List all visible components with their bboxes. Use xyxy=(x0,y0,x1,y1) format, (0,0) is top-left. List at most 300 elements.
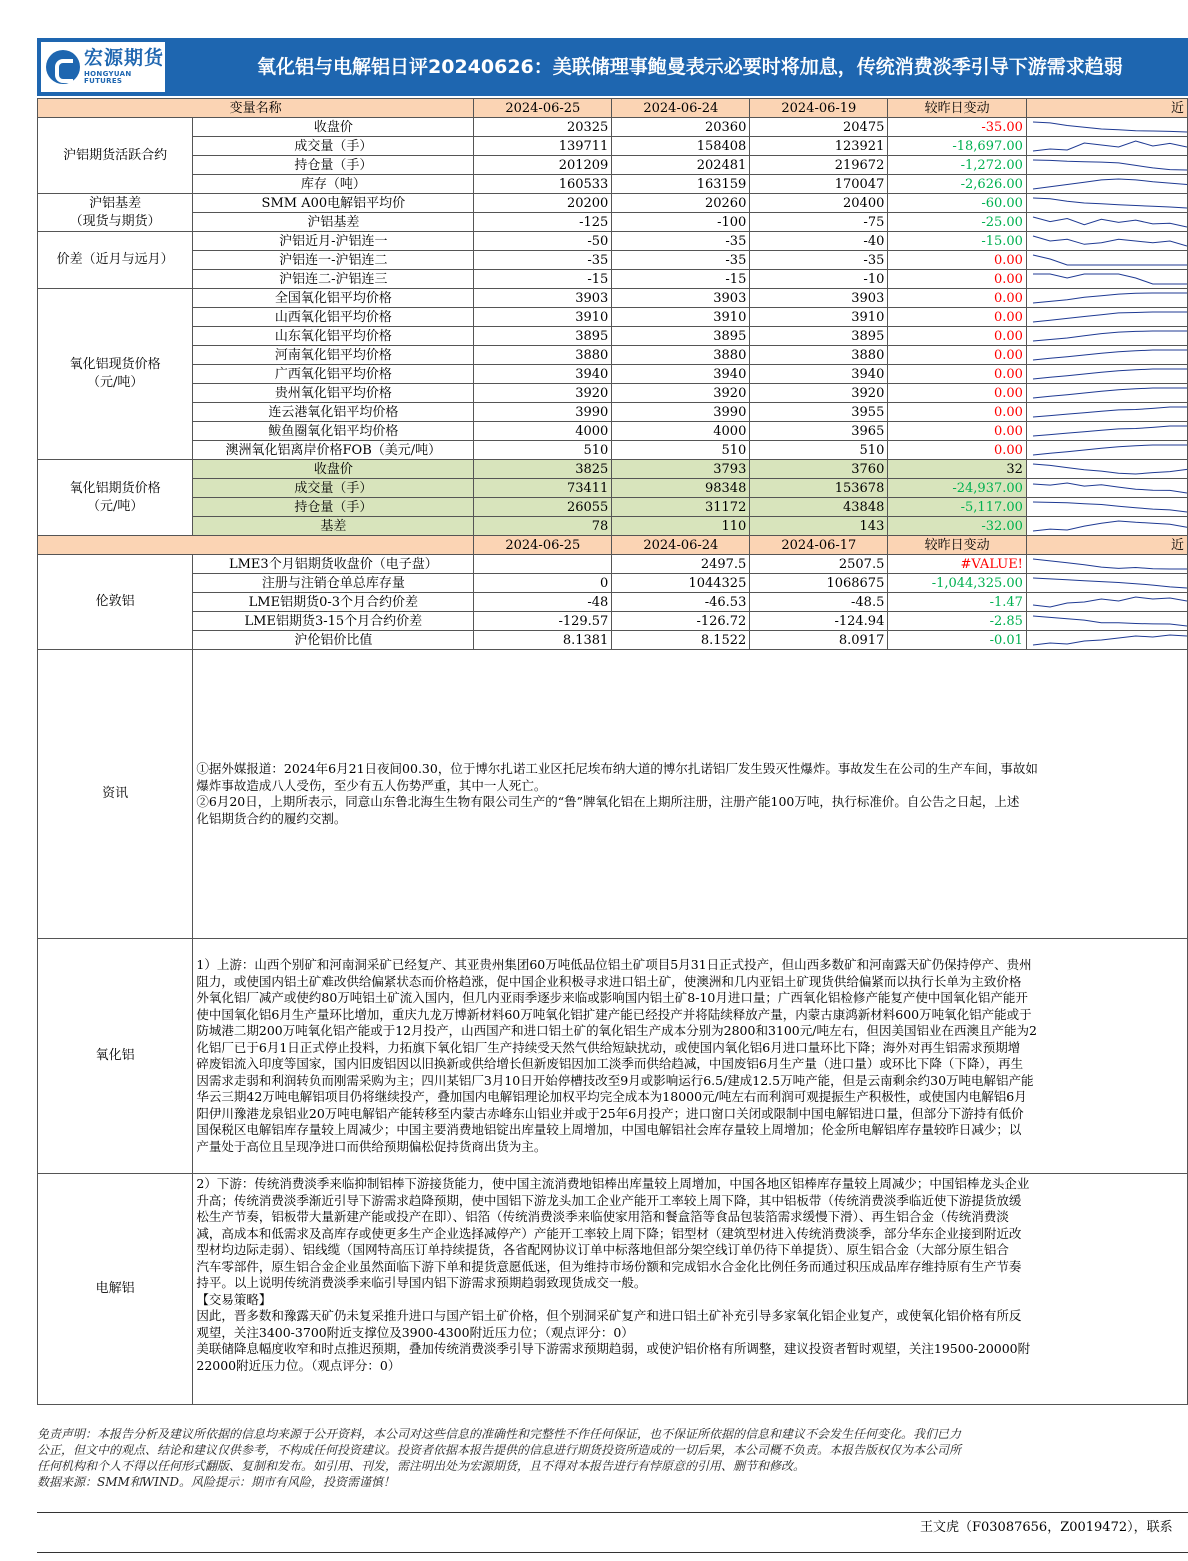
sparkline xyxy=(1027,194,1187,212)
sparkline-trend xyxy=(1033,502,1187,512)
header-date: 2024-06-25 xyxy=(474,99,612,118)
text-line: 华云三期42万吨电解铝项目仍将继续投产，叠加国内电解铝理论加权平均完全成本为18000元/吨左右而利润可观提振生产积极性，或使国内电解铝6月 xyxy=(196,1089,1027,1104)
text-line: 减，高成本和低需求及高库存或使更多生产企业选择减停产）产能开工率较上周下降；铝型材（建筑型材进入传统消费淡季，部分华东企业接到附近改 xyxy=(196,1225,1022,1241)
variable-name: 山东氧化铝平均价格 xyxy=(193,327,474,346)
value-cell: 1044325 xyxy=(612,574,750,593)
value-cell: 26055 xyxy=(474,498,612,517)
logo-icon xyxy=(46,50,80,84)
value-cell: 3903 xyxy=(750,289,888,308)
data-table xyxy=(37,98,1188,1405)
change-value: 0.00 xyxy=(888,384,1027,403)
sparkline xyxy=(1027,498,1187,516)
variable-name: 收盘价 xyxy=(193,118,474,137)
sparkline xyxy=(1027,270,1187,288)
disclaimer-line: 任何机构和个人不得以任何形式翻版、复制和发布。如引用、刊发，需注明出处为宏源期货，且不得对本报告进行有悖原意的引用、删节和修改。 xyxy=(37,1459,806,1473)
change-value: -2,626.00 xyxy=(888,175,1027,194)
sparkline-cell xyxy=(1026,460,1187,479)
change-value: -60.00 xyxy=(888,194,1027,213)
variable-name: 沪铝基差 xyxy=(193,213,474,232)
value-cell: 3910 xyxy=(474,308,612,327)
value-cell: 3920 xyxy=(750,384,888,403)
sparkline-cell xyxy=(1026,517,1187,536)
text-line: ①据外媒报道：2024年6月21日夜间00.30，位于博尔扎诺工业区托尼埃布纳大道的博尔扎诺铝厂发生毁灭性爆炸。事故发生在公司的生产车间，事故如 xyxy=(196,761,1038,776)
value-cell: 3793 xyxy=(612,460,750,479)
text-line: 22000附近压力位。（观点评分：0） xyxy=(196,1357,401,1373)
table-row xyxy=(38,631,1188,650)
change-value: -5,117.00 xyxy=(888,498,1027,517)
value-cell: 3903 xyxy=(612,289,750,308)
table-row xyxy=(38,403,1188,422)
sparkline-trend xyxy=(1033,350,1187,360)
header-date: 2024-06-19 xyxy=(750,99,888,118)
sparkline-cell xyxy=(1026,118,1187,137)
value-cell: 3880 xyxy=(612,346,750,365)
sparkline-trend xyxy=(1033,312,1187,322)
table-row xyxy=(38,289,1188,308)
value-cell: -129.57 xyxy=(474,612,612,631)
disclaimer-line: 公正，但文中的观点、结论和建议仅供参考，不构成任何投资建议。投资者依据本报告提供的信息进行期货投资所造成的一切后果，本公司概不负责。本报告版权仅为本公司所 xyxy=(37,1443,962,1457)
text-line: 碎废铝流入印度等国家，国内旧废铝因以旧换新或供给增长但新废铝因加工淡季而供给趋减，中国废铝6月生产量（进口量）或环比下降（下降），再生 xyxy=(196,1056,1024,1071)
value-cell: 3760 xyxy=(750,460,888,479)
sparkline-cell xyxy=(1026,137,1187,156)
value-cell: -124.94 xyxy=(750,612,888,631)
change-value: #VALUE! xyxy=(888,555,1027,574)
value-cell: -125 xyxy=(474,213,612,232)
value-cell: 201209 xyxy=(474,156,612,175)
text-line: 1）上游：山西个别矿和河南洞采矿已经复产、其亚贵州集团60万吨低品位铝土矿项目5月31日正式投产，但山西多数矿和河南露天矿仍保持停产、贵州 xyxy=(196,957,1032,972)
logo-name-en: HONGYUAN FUTURES xyxy=(84,70,132,85)
category-label: 氧化铝期货价格 （元/吨） xyxy=(38,460,193,536)
value-cell: 3920 xyxy=(474,384,612,403)
table-row xyxy=(38,422,1188,441)
value-cell: 3895 xyxy=(750,327,888,346)
table-row xyxy=(38,517,1188,536)
table-row xyxy=(38,118,1188,137)
sparkline xyxy=(1027,365,1187,383)
sparkline-trend xyxy=(1033,635,1187,645)
electrolytic-category: 电解铝 xyxy=(38,1174,193,1405)
sparkline xyxy=(1027,232,1187,250)
variable-name: 贵州氧化铝平均价格 xyxy=(193,384,474,403)
header-date: 2024-06-24 xyxy=(612,536,750,555)
sparkline-cell xyxy=(1026,574,1187,593)
text-line: 美联储降息幅度收窄和时点推迟预期，叠加传统消费淡季引导下游需求预期趋弱，或使沪铝价格有所调整，建议投资者暂时观望，关注19500-20000附 xyxy=(196,1341,1031,1356)
change-value: 0.00 xyxy=(888,422,1027,441)
value-cell: 8.1381 xyxy=(474,631,612,650)
text-line: 化铝期货合约的履约交割。 xyxy=(196,810,347,826)
variable-name: 广西氧化铝平均价格 xyxy=(193,365,474,384)
value-cell: 20325 xyxy=(474,118,612,137)
sparkline-trend xyxy=(1033,274,1187,284)
text-line: 爆炸事故造成八人受伤，至少有五人伤势严重，其中一人死亡。 xyxy=(196,777,547,793)
sparkline-trend xyxy=(1033,464,1187,474)
sparkline xyxy=(1027,555,1187,573)
electrolytic-text xyxy=(193,1174,1188,1405)
sparkline-trend xyxy=(1033,407,1187,417)
variable-name: 连云港氧化铝平均价格 xyxy=(193,403,474,422)
value-cell: 3990 xyxy=(612,403,750,422)
variable-name: LME铝期货0-3个月合约价差 xyxy=(193,593,474,612)
value-cell: 31172 xyxy=(612,498,750,517)
table-row xyxy=(38,460,1188,479)
footer-divider xyxy=(37,1512,1188,1513)
sparkline-trend xyxy=(1033,255,1187,265)
sparkline-cell xyxy=(1026,232,1187,251)
value-cell: 20400 xyxy=(750,194,888,213)
value-cell: 8.0917 xyxy=(750,631,888,650)
value-cell: -40 xyxy=(750,232,888,251)
value-cell: 20360 xyxy=(612,118,750,137)
text-line: ②6月20日，上期所表示，同意山东鲁北海生生物有限公司生产的“鲁”牌氧化铝在上期所注册，注册产能100万吨，执行标准价。自公告之日起，上述 xyxy=(196,794,1020,809)
author-info: 王文虎（F03087656，Z0019472），联系 xyxy=(920,1520,1173,1535)
sparkline-cell xyxy=(1026,327,1187,346)
sparkline-cell xyxy=(1026,251,1187,270)
sparkline xyxy=(1027,593,1187,611)
sparkline xyxy=(1027,289,1187,307)
table-row xyxy=(38,270,1188,289)
sparkline-trend xyxy=(1033,483,1187,493)
value-cell: 73411 xyxy=(474,479,612,498)
sparkline-trend xyxy=(1033,369,1187,379)
text-line: 使中国氧化铝6月生产量环比增加，重庆九龙万博新材料60万吨氧化铝扩建产能已经投产并将陆续释放产量，内蒙古康鸿新材料600万吨氧化铝产能或于 xyxy=(196,1006,1032,1022)
sparkline xyxy=(1027,251,1187,269)
text-line: 型材均边际走弱）、铝线缆（国网特高压订单持续提货，各省配网协议订单中标落地但部分架空线订单仍待下单提货）、原生铝合金（大部分原生铝合 xyxy=(196,1242,1009,1257)
header-date: 2024-06-17 xyxy=(750,536,888,555)
sparkline-trend xyxy=(1033,217,1187,227)
value-cell: 153678 xyxy=(750,479,888,498)
value-cell: -35 xyxy=(474,251,612,270)
value-cell: -35 xyxy=(750,251,888,270)
table-row xyxy=(38,612,1188,631)
value-cell: -46.53 xyxy=(612,593,750,612)
table-row xyxy=(38,194,1188,213)
variable-name: 基差 xyxy=(193,517,474,536)
table-row xyxy=(38,498,1188,517)
header-variable-name xyxy=(38,536,474,555)
value-cell xyxy=(474,555,612,574)
electrolytic-row xyxy=(38,1174,1188,1405)
table-row xyxy=(38,479,1188,498)
table-row xyxy=(38,308,1188,327)
sparkline-cell xyxy=(1026,384,1187,403)
text-line: 升高；传统消费淡季渐近引导下游需求趋降预期，使中国铝下游龙头加工企业产能开工率较上周下降，其中铝板带（传统消费淡季临近使下游提货放缓 xyxy=(196,1192,1022,1208)
text-line: 观望，关注3400-3700附近支撑位及3900-4300附近压力位；（观点评分：0） xyxy=(196,1324,634,1340)
sparkline-cell xyxy=(1026,422,1187,441)
value-cell: 3965 xyxy=(750,422,888,441)
text-line: 化铝厂已于6月1日正式停止投料，力拓旗下氧化铝厂生产持续受天然气供给短缺扰动，或使国内氧化铝6月进口量环比下降；海外对再生铝需求预期增 xyxy=(196,1039,1021,1055)
variable-name: 沪铝近月-沪铝连一 xyxy=(193,232,474,251)
sparkline xyxy=(1027,441,1187,459)
category-label: 价差（近月与远月） xyxy=(38,232,193,289)
sparkline xyxy=(1027,175,1187,193)
text-line: 因此，晋多数和豫露天矿仍未复采推升进口与国产铝土矿价格，但个别洞采矿复产和进口铝土矿补充引导多家氧化铝企业复产，或使氧化铝价格有所反 xyxy=(196,1308,1022,1323)
value-cell: 3920 xyxy=(612,384,750,403)
table-row xyxy=(38,346,1188,365)
header-date: 2024-06-24 xyxy=(612,99,750,118)
sparkline xyxy=(1027,460,1187,478)
category-label: 伦敦铝 xyxy=(38,555,193,650)
value-cell: 20200 xyxy=(474,194,612,213)
value-cell: 8.1522 xyxy=(612,631,750,650)
sparkline xyxy=(1027,308,1187,326)
value-cell: 20260 xyxy=(612,194,750,213)
text-line: 松生产节奏，铝板带大量新建产能或投产在即）、铝箔（传统消费淡季来临使家用箔和餐盒箔等食品包装箔需求缓慢下滑）、再生铝合金（传统消费淡 xyxy=(196,1209,1009,1224)
variable-name: 山西氧化铝平均价格 xyxy=(193,308,474,327)
table-row xyxy=(38,555,1188,574)
value-cell: 4000 xyxy=(612,422,750,441)
sparkline-cell xyxy=(1026,612,1187,631)
text-line: 因需求走弱和利润转负而刚需采购为主；四川某铝厂3月10日开始停槽技改至9月或影响运行6.5/建成12.5万吨产能，但是云南剩余约30万吨电解铝产能 xyxy=(196,1072,1034,1088)
value-cell: 1068675 xyxy=(750,574,888,593)
value-cell: 3825 xyxy=(474,460,612,479)
text-line: 产量处于高位且呈现净进口而供给预期偏松促持货商出货为主。 xyxy=(196,1138,547,1154)
text-line: 国保税区电解铝库存量较上周减少；中国主要消费地铝锭出库量较上周增加，中国电解铝社会库存量较上周增加；伦金所电解铝库存量较昨日减少；以 xyxy=(196,1122,1022,1137)
variable-name: 鲅鱼圈氧化铝平均价格 xyxy=(193,422,474,441)
sparkline xyxy=(1027,479,1187,497)
change-value: 0.00 xyxy=(888,251,1027,270)
variable-name: 沪铝连一-沪铝连二 xyxy=(193,251,474,270)
value-cell: 3880 xyxy=(474,346,612,365)
value-cell: -15 xyxy=(474,270,612,289)
value-cell: -35 xyxy=(612,251,750,270)
news-category: 资讯 xyxy=(38,650,193,939)
alumina-row xyxy=(38,939,1188,1174)
value-cell: 3903 xyxy=(474,289,612,308)
sparkline xyxy=(1027,403,1187,421)
footer-divider-bottom xyxy=(37,1552,1188,1553)
table-row xyxy=(38,232,1188,251)
text-line: 外氧化铝厂减产或使约80万吨铝土矿流入国内，但几内亚雨季逐步来临或影响国内铝土矿8-10月进口量；广西氧化铝检修产能复产使中国氧化铝产能开 xyxy=(196,990,1028,1005)
value-cell: -75 xyxy=(750,213,888,232)
text-line: 持平。以上说明传统消费淡季来临引导国内铝下游需求预期趋弱致现货成交一般。 xyxy=(196,1275,647,1290)
sparkline-trend xyxy=(1033,160,1187,170)
variable-name: 沪铝连二-沪铝连三 xyxy=(193,270,474,289)
value-cell: -15 xyxy=(612,270,750,289)
sparkline xyxy=(1027,612,1187,630)
change-value: 0.00 xyxy=(888,289,1027,308)
header-date: 2024-06-25 xyxy=(474,536,612,555)
value-cell: 158408 xyxy=(612,137,750,156)
variable-name: 持仓量（手） xyxy=(193,156,474,175)
text-line: 阻力，或使国内铝土矿难改供给偏紧状态而价格趋涨，促中国企业积极寻求进口铝土矿，使澳洲和几内亚铝土矿现货供给偏紧而以执行长单为主致价格 xyxy=(196,973,1022,989)
change-value: 0.00 xyxy=(888,327,1027,346)
sparkline-cell xyxy=(1026,631,1187,650)
category-label: 氧化铝现货价格 （元/吨） xyxy=(38,289,193,460)
value-cell: 3910 xyxy=(612,308,750,327)
news-row xyxy=(38,650,1188,939)
text-line: 【交易策略】 xyxy=(196,1291,272,1307)
change-value: -25.00 xyxy=(888,213,1027,232)
sparkline xyxy=(1027,156,1187,174)
value-cell: 43848 xyxy=(750,498,888,517)
change-value: -1,272.00 xyxy=(888,156,1027,175)
value-cell: 219672 xyxy=(750,156,888,175)
value-cell: 139711 xyxy=(474,137,612,156)
sparkline-trend xyxy=(1033,293,1187,303)
header-change: 较昨日变动 xyxy=(888,536,1027,555)
sparkline-cell xyxy=(1026,308,1187,327)
table-row xyxy=(38,175,1188,194)
sparkline-cell xyxy=(1026,194,1187,213)
change-value: -2.85 xyxy=(888,612,1027,631)
variable-name: 沪伦铝价比值 xyxy=(193,631,474,650)
change-value: -35.00 xyxy=(888,118,1027,137)
sparkline-cell xyxy=(1026,156,1187,175)
value-cell: 123921 xyxy=(750,137,888,156)
report-title: 氧化铝与电解铝日评20240626：美联储理事鲍曼表示必要时将加息，传统消费淡季引导下游需求趋弱 xyxy=(257,56,1123,78)
sparkline xyxy=(1027,631,1187,649)
sparkline xyxy=(1027,346,1187,364)
change-value: 32 xyxy=(888,460,1027,479)
change-value: 0.00 xyxy=(888,308,1027,327)
sparkline xyxy=(1027,574,1187,592)
value-cell: 3910 xyxy=(750,308,888,327)
change-value: 0.00 xyxy=(888,441,1027,460)
sparkline xyxy=(1027,213,1187,231)
value-cell: 3990 xyxy=(474,403,612,422)
news-text xyxy=(193,650,1188,939)
variable-name: LME3个月铝期货收盘价（电子盘） xyxy=(193,555,474,574)
sparkline-trend xyxy=(1033,426,1187,436)
variable-name: 注册与注销仓单总库存量 xyxy=(193,574,474,593)
change-value: 0.00 xyxy=(888,270,1027,289)
variable-name: 成交量（手） xyxy=(193,479,474,498)
table-row xyxy=(38,593,1188,612)
value-cell: 170047 xyxy=(750,175,888,194)
variable-name: 收盘价 xyxy=(193,460,474,479)
value-cell: 4000 xyxy=(474,422,612,441)
change-value: -0.01 xyxy=(888,631,1027,650)
table-row xyxy=(38,365,1188,384)
sparkline-cell xyxy=(1026,441,1187,460)
value-cell: 3955 xyxy=(750,403,888,422)
text-line: 2）下游：传统消费淡季来临抑制铝棒下游接货能力，使中国主流消费地铝棒出库量较上周增加，中国各地区铝棒库存量较上周减少；中国铝棒龙头企业 xyxy=(196,1176,1030,1191)
text-line: 汽车零部件，原生铝合金企业虽然面临下游下单和提货意愿低迷，但为维持市场份额和完成铝水合金化比例任务而通过积压成品库存维持原有生产节奏 xyxy=(196,1258,1022,1274)
value-cell: 2507.5 xyxy=(750,555,888,574)
value-cell: 110 xyxy=(612,517,750,536)
sparkline-trend xyxy=(1033,198,1187,208)
value-cell: 98348 xyxy=(612,479,750,498)
text-line: 阳伊川豫港龙泉铝业20万吨电解铝产能转移至内蒙古赤峰东山铝业并或于25年6月投产；进口窗口关闭或限制中国电解铝进口量，但部分下游持有低价 xyxy=(196,1105,1024,1121)
variable-name: 河南氧化铝平均价格 xyxy=(193,346,474,365)
sparkline-cell xyxy=(1026,403,1187,422)
text-line: 防城港二期200万吨氧化铝产能或于12月投产，山西国产和进口铝土矿的氧化铝生产成本分别为2800和3100元/吨左右，但因美国铝业在西澳且产能为2 xyxy=(196,1023,1037,1038)
change-value: 0.00 xyxy=(888,346,1027,365)
category-label: 沪铝期货活跃合约 xyxy=(38,118,193,194)
variable-name: LME铝期货3-15个月合约价差 xyxy=(193,612,474,631)
header-change: 较昨日变动 xyxy=(888,99,1027,118)
sparkline-trend xyxy=(1033,122,1187,132)
alumina-category: 氧化铝 xyxy=(38,939,193,1174)
header-variable-name: 变量名称 xyxy=(38,99,474,118)
value-cell: 202481 xyxy=(612,156,750,175)
table-row xyxy=(38,137,1188,156)
sparkline xyxy=(1027,384,1187,402)
sparkline-cell xyxy=(1026,479,1187,498)
value-cell: -126.72 xyxy=(612,612,750,631)
value-cell: 20475 xyxy=(750,118,888,137)
value-cell: -10 xyxy=(750,270,888,289)
value-cell: 160533 xyxy=(474,175,612,194)
value-cell: 163159 xyxy=(612,175,750,194)
value-cell: 3895 xyxy=(474,327,612,346)
change-value: -24,937.00 xyxy=(888,479,1027,498)
variable-name: 成交量（手） xyxy=(193,137,474,156)
disclaimer-line: 免责声明：本报告分析及建议所依据的信息均来源于公开资料，本公司对这些信息的准确性和完整性不作任何保证，也不保证所依据的信息和建议不会发生任何变化。我们已力 xyxy=(37,1427,962,1441)
sparkline-trend xyxy=(1033,236,1187,246)
table-row xyxy=(38,213,1188,232)
value-cell: -48.5 xyxy=(750,593,888,612)
sparkline-trend xyxy=(1033,616,1187,626)
value-cell: 0 xyxy=(474,574,612,593)
value-cell: 3940 xyxy=(474,365,612,384)
table-row xyxy=(38,156,1188,175)
value-cell: 78 xyxy=(474,517,612,536)
sparkline-cell xyxy=(1026,270,1187,289)
header-trend: 近 xyxy=(1026,99,1187,118)
sparkline-trend xyxy=(1033,141,1187,151)
category-label: 沪铝基差 （现货与期货） xyxy=(38,194,193,232)
sparkline-cell xyxy=(1026,175,1187,194)
sparkline-cell xyxy=(1026,593,1187,612)
variable-name: 库存（吨） xyxy=(193,175,474,194)
disclaimer-line: 数据来源：SMM和WIND。风险提示：期市有风险，投资需谨慎！ xyxy=(37,1475,395,1489)
sparkline xyxy=(1027,422,1187,440)
variable-name: 全国氧化铝平均价格 xyxy=(193,289,474,308)
sparkline xyxy=(1027,517,1187,535)
change-value: -15.00 xyxy=(888,232,1027,251)
sparkline-trend xyxy=(1033,179,1187,189)
sparkline-trend xyxy=(1033,559,1187,569)
value-cell: 2497.5 xyxy=(612,555,750,574)
value-cell: 510 xyxy=(612,441,750,460)
report-header xyxy=(37,38,1188,96)
value-cell: 510 xyxy=(750,441,888,460)
value-cell: 3880 xyxy=(750,346,888,365)
company-logo xyxy=(41,42,165,92)
sparkline-trend xyxy=(1033,521,1187,531)
disclaimer xyxy=(37,1426,1188,1490)
logo-name-cn: 宏源期货 xyxy=(84,47,165,69)
alumina-text xyxy=(193,939,1188,1174)
value-cell: 3895 xyxy=(612,327,750,346)
sparkline-trend xyxy=(1033,445,1187,455)
sparkline xyxy=(1027,327,1187,345)
change-value: -1,044,325.00 xyxy=(888,574,1027,593)
change-value: -18,697.00 xyxy=(888,137,1027,156)
value-cell: -48 xyxy=(474,593,612,612)
header-trend: 近 xyxy=(1026,536,1187,555)
value-cell: -100 xyxy=(612,213,750,232)
sparkline-cell xyxy=(1026,289,1187,308)
variable-name: 持仓量（手） xyxy=(193,498,474,517)
table-row xyxy=(38,574,1188,593)
value-cell: 3940 xyxy=(750,365,888,384)
sparkline-cell xyxy=(1026,555,1187,574)
sparkline xyxy=(1027,137,1187,155)
change-value: 0.00 xyxy=(888,365,1027,384)
table-row xyxy=(38,251,1188,270)
variable-name: SMM A00电解铝平均价 xyxy=(193,194,474,213)
sparkline-trend xyxy=(1033,388,1187,398)
value-cell: -50 xyxy=(474,232,612,251)
change-value: -1.47 xyxy=(888,593,1027,612)
sparkline-cell xyxy=(1026,346,1187,365)
table-row xyxy=(38,441,1188,460)
sparkline-cell xyxy=(1026,213,1187,232)
value-cell: 510 xyxy=(474,441,612,460)
sparkline-trend xyxy=(1033,331,1187,341)
